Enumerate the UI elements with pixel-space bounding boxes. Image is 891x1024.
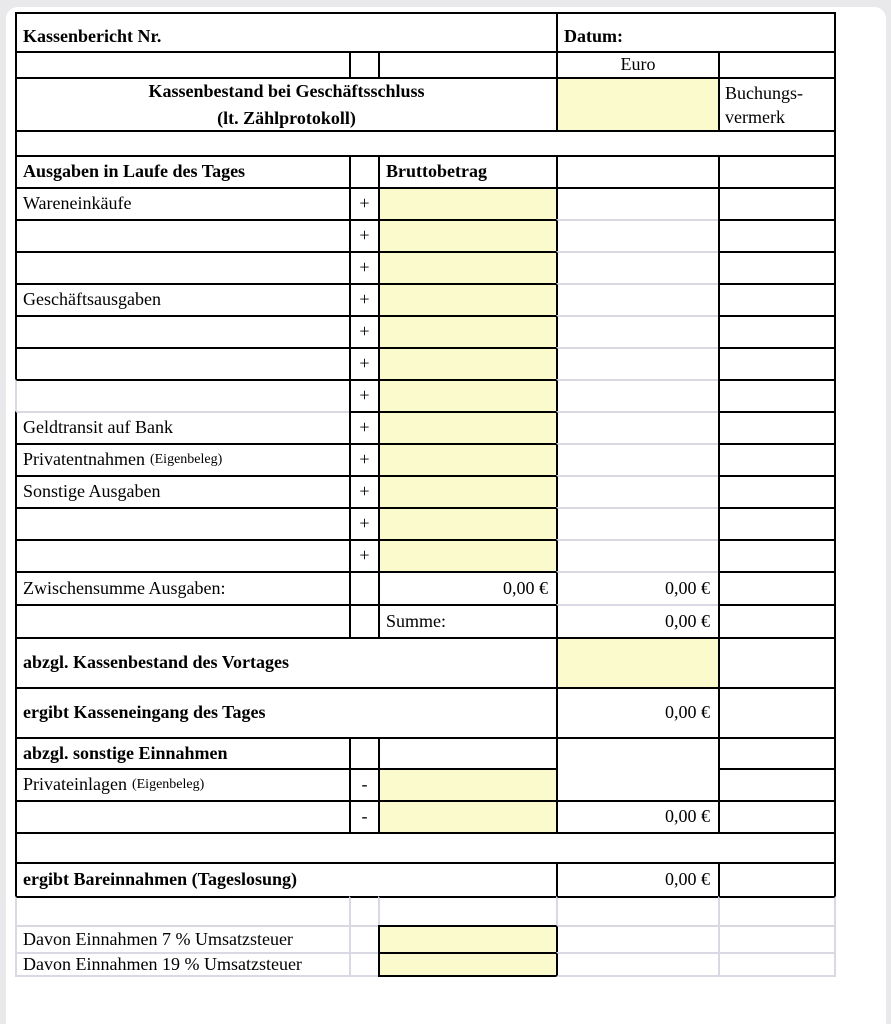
sign-cell: - [349, 768, 378, 800]
closing-balance-label [15, 77, 556, 130]
sign-cell: + [349, 347, 378, 379]
kassenbericht-table [15, 12, 836, 977]
expense-label: Geldtransit auf Bank [15, 411, 349, 443]
empty-cell [15, 800, 349, 832]
empty-cell [378, 51, 556, 77]
expense-label: Geschäftsausgaben [15, 283, 349, 315]
remark-cell [718, 925, 836, 952]
expense-label [15, 347, 349, 379]
remark-cell [718, 283, 836, 315]
sum-label: Summe: [378, 604, 556, 637]
vat-19-label: Davon Einnahmen 19 % Umsatzsteuer [15, 952, 349, 977]
expense-label [15, 219, 349, 251]
remark-cell [718, 737, 836, 768]
empty-cell [349, 155, 378, 187]
input-expense-9[interactable] [378, 475, 556, 507]
sign-cell: + [349, 507, 378, 539]
sign-cell: + [349, 315, 378, 347]
expense-label [15, 443, 349, 475]
sign-cell: + [349, 539, 378, 571]
input-vat-7[interactable] [378, 925, 556, 952]
expense-label-note: (Eigenbeleg) [149, 451, 223, 467]
euro-cell [556, 251, 718, 283]
empty-cell [378, 896, 556, 925]
remark-cell [718, 251, 836, 283]
euro-cell [556, 379, 718, 411]
vat-7-label: Davon Einnahmen 7 % Umsatzsteuer [15, 925, 349, 952]
remark-cell [718, 443, 836, 475]
booking-note-line1: Buchungs- [725, 83, 803, 103]
remark-cell [718, 411, 836, 443]
euro-cell [556, 925, 718, 952]
expense-label [15, 539, 349, 571]
euro-cell [556, 219, 718, 251]
expenses-header: Ausgaben in Laufe des Tages [15, 155, 349, 187]
euro-cell [556, 347, 718, 379]
remark-cell [718, 571, 836, 604]
input-expense-0[interactable] [378, 187, 556, 219]
euro-cell [556, 507, 718, 539]
cash-in-euro-value: 0,00 € [556, 687, 718, 737]
sign-cell: + [349, 411, 378, 443]
subtotal-gross-value: 0,00 € [378, 571, 556, 604]
euro-cell [556, 539, 718, 571]
input-expense-3[interactable] [378, 283, 556, 315]
other-income-label: abzgl. sonstige Einnahmen [15, 737, 349, 768]
input-prev-balance[interactable] [556, 637, 718, 687]
remark-cell [718, 187, 836, 219]
empty-cell [349, 737, 378, 768]
sign-cell: + [349, 251, 378, 283]
remark-cell [718, 315, 836, 347]
empty-cell [556, 155, 718, 187]
empty-cell [15, 604, 349, 637]
euro-cell [556, 737, 718, 800]
expense-label [15, 507, 349, 539]
input-expense-1[interactable] [378, 219, 556, 251]
input-expense-4[interactable] [378, 315, 556, 347]
empty-cell [378, 737, 556, 768]
date-label: Datum: [556, 12, 836, 51]
sign-cell: + [349, 283, 378, 315]
daily-takings-label: ergibt Bareinnahmen (Tageslosung) [15, 862, 556, 896]
empty-cell [15, 896, 349, 925]
input-private-deposit[interactable] [378, 768, 556, 800]
remark-cell [718, 539, 836, 571]
remark-cell [718, 475, 836, 507]
input-expense-8[interactable] [378, 443, 556, 475]
expense-label: Wareneinkäufe [15, 187, 349, 219]
remark-cell [718, 219, 836, 251]
deposit-total-euro-value: 0,00 € [556, 800, 718, 832]
booking-note [718, 77, 836, 130]
input-expense-5[interactable] [378, 347, 556, 379]
spacer-row [15, 130, 836, 155]
euro-cell [556, 952, 718, 977]
remark-cell [718, 604, 836, 637]
remark-cell [718, 862, 836, 896]
subtotal-label: Zwischensumme Ausgaben: [15, 571, 349, 604]
booking-note-line2: vermerk [725, 107, 785, 128]
input-expense-2[interactable] [378, 251, 556, 283]
remark-cell [718, 379, 836, 411]
remark-cell [718, 637, 836, 687]
sign-cell: + [349, 443, 378, 475]
sign-cell: + [349, 187, 378, 219]
empty-cell [349, 896, 378, 925]
expense-label [15, 251, 349, 283]
input-deposit-2[interactable] [378, 800, 556, 832]
private-deposit-text: Privateinlagen [23, 774, 127, 795]
private-deposit-label [15, 768, 349, 800]
input-expense-11[interactable] [378, 539, 556, 571]
empty-cell [349, 604, 378, 637]
remark-cell [718, 507, 836, 539]
number-cell[interactable] [15, 51, 349, 77]
sum-euro-value: 0,00 € [556, 604, 718, 637]
prev-balance-label: abzgl. Kassenbestand des Vortages [15, 637, 556, 687]
closing-balance-line1: Kassenbestand bei Geschäftsschluss [148, 81, 425, 102]
closing-balance-line2: (lt. Zählprotokoll) [217, 107, 356, 128]
empty-cell [349, 925, 378, 952]
gross-header: Bruttobetrag [378, 155, 556, 187]
remark-cell [718, 687, 836, 737]
input-closing-balance[interactable] [556, 77, 718, 130]
input-expense-6[interactable] [378, 379, 556, 411]
empty-cell [718, 896, 836, 925]
remark-cell [718, 800, 836, 832]
private-deposit-note: (Eigenbeleg) [131, 776, 205, 792]
input-expense-7[interactable] [378, 411, 556, 443]
euro-cell [556, 475, 718, 507]
remark-cell [718, 768, 836, 800]
spacer-row [15, 832, 836, 862]
empty-cell [349, 952, 378, 977]
sign-cell: - [349, 800, 378, 832]
form-title: Kassenbericht Nr. [15, 12, 556, 51]
empty-cell [718, 51, 836, 77]
expense-label-text: Privatentnahmen [23, 449, 145, 470]
sign-cell: + [349, 219, 378, 251]
document-page [6, 7, 886, 1024]
empty-cell [556, 896, 718, 925]
currency-header: Euro [556, 51, 718, 77]
remark-cell [718, 952, 836, 977]
euro-cell [556, 187, 718, 219]
expense-label [15, 315, 349, 347]
euro-cell [556, 443, 718, 475]
euro-cell [556, 283, 718, 315]
input-expense-10[interactable] [378, 507, 556, 539]
sign-cell: + [349, 379, 378, 411]
euro-cell [556, 315, 718, 347]
subtotal-euro-value: 0,00 € [556, 571, 718, 604]
empty-cell [349, 51, 378, 77]
cash-in-label: ergibt Kasseneingang des Tages [15, 687, 556, 737]
empty-cell [718, 155, 836, 187]
remark-cell [718, 347, 836, 379]
empty-cell [349, 571, 378, 604]
euro-cell [556, 411, 718, 443]
input-vat-19[interactable] [378, 952, 556, 977]
sign-cell: + [349, 475, 378, 507]
daily-takings-euro-value: 0,00 € [556, 862, 718, 896]
expense-label [15, 379, 349, 411]
expense-label: Sonstige Ausgaben [15, 475, 349, 507]
